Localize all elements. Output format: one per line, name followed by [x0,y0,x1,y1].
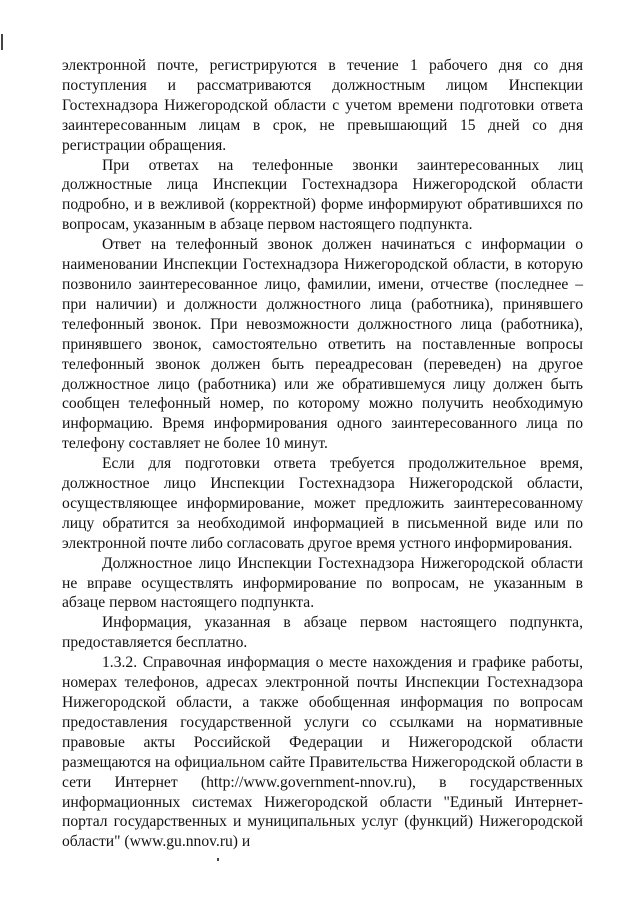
scan-edge-mark [1,34,3,50]
paragraph-registration: электронной почте, регистрируются в течение 1 рабочего дня со дня поступления и рассматриваются должностным лицом Инспекции Гостехнадзора Нижегородской области с учетом времени подготовки ответа заинтересованным лицам в срок, не превышающий 15 дней со дня регистрации обращения. [62,57,583,154]
paragraph-extended-time: Если для подготовки ответа требуется продолжительное время, должностное лицо Инспекции Гостехнадзора Нижегородской области, осуществляющее информирование, может предложить заинтересованному лицу обратится за необходимой информацией в письменной виде или по электронной почте либо согласовать другое время устного информирования. [62,455,583,552]
paragraph-phone-answers: При ответах на телефонные звонки заинтересованных лиц должностные лица Инспекции Гостехнадзора Нижегородской области подробно, и в вежливой (корректной) форме информируют обратившихся по вопросам, указанным в абзаце первом настоящего подпункта. [62,156,583,234]
paragraph-restrictions: Должностное лицо Инспекции Гостехнадзора Нижегородской области не вправе осуществлять информирование по вопросам, не указанным в абзаце первом настоящего подпункта. [62,554,583,612]
document-body [62,56,583,852]
paragraph-section-1-3-2: 1.3.2. Справочная информация о месте нахождения и графике работы, номерах телефонов, адресах электронной почты Инспекции Гостехнадзора Нижегородской области, а также обобщенная информация по вопросам предоставления государственной услуги со ссылками на нормативные правовые акты Российской Федерации и Нижегородской области размещаются на официальном сайте Правительства Нижегородской области в сети Интернет (http://www.government-nnov.ru), в государственных информационных системах Нижегородской области "Единый Интернет-портал государственных и муниципальных услуг (функций) Нижегородской области" (www.gu.nnov.ru) и [62,654,583,851]
paragraph-free-of-charge: Информация, указанная в абзаце первом настоящего подпункта, предоставляется бесплатно. [62,614,583,652]
paragraph-phone-call-procedure: Ответ на телефонный звонок должен начинаться с информации о наименовании Инспекции Гостехнадзора Нижегородской области, в которую позвонило заинтересованное лицо, фамилии, имени, отчестве (последнее – при наличии) и должности должностного лица (работника), принявшего телефонный звонок. При невозможности должностного лица (работника), принявшего звонок, самостоятельно ответить на поставленные вопросы телефонный звонок должен быть переадресован (переведен) на другое должностное лицо (работника) или же обратившемуся лицу должен быть сообщен телефонный номер, по которому можно получить необходимую информацию. Время информирования одного заинтересованного лица по телефону составляет не более 10 минут. [62,236,583,453]
scan-dust-mark [217,858,219,861]
